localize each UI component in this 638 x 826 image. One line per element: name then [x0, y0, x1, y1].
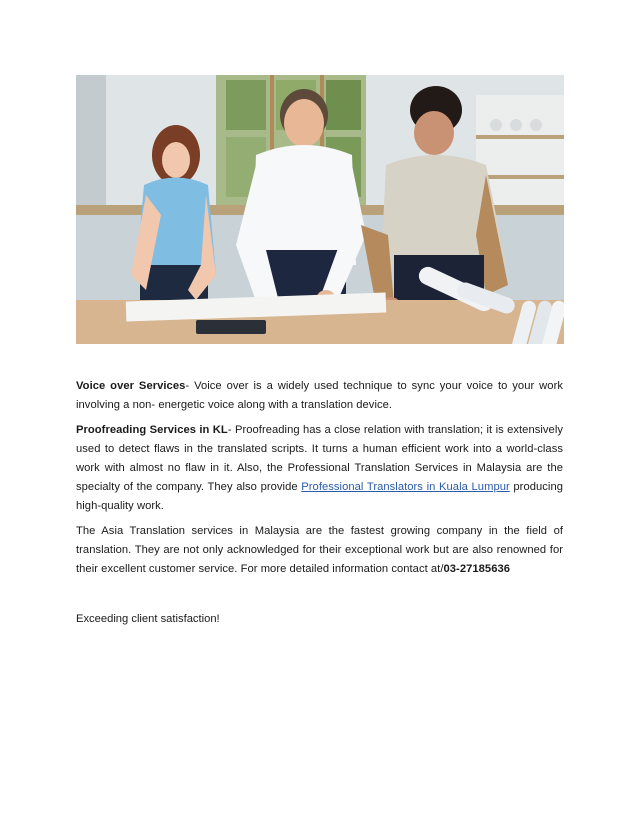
asia-body: The Asia Translation services in Malaysia are the fastest growing company in the field of translation. They are not only acknowledged for their exceptional work but are also renowned for their excellent customer service. For more detailed information contact at/: [76, 525, 563, 575]
voice-over-paragraph: [76, 377, 563, 415]
proofreading-body-end: producing high-quality work.: [76, 481, 563, 512]
closing-line: Exceeding client satisfaction!: [76, 613, 220, 625]
asia-paragraph: [76, 522, 563, 579]
team-photo: [76, 75, 564, 344]
phone-number: 03-27185636: [443, 563, 511, 575]
proofreading-title: Proofreading Services in KL: [76, 424, 228, 436]
voice-over-title: Voice over Services: [76, 380, 186, 392]
proofreading-paragraph: [76, 421, 563, 516]
proofreading-body-start: - Proofreading has a close relation with translation; it is extensively used to detect flaws in the translated scripts. It turns a human efficient work into a world-class work with almost no flaw in it. Also, the Professional Translation Services in Malaysia are the specialty of the company. They also provide: [76, 424, 564, 493]
document-body: [76, 377, 563, 629]
translators-link[interactable]: Professional Translators in Kuala Lumpur: [301, 481, 510, 493]
voice-over-body: - Voice over is a widely used technique to sync your voice to your work involving a non- energetic voice along with a translation device.: [76, 380, 563, 411]
